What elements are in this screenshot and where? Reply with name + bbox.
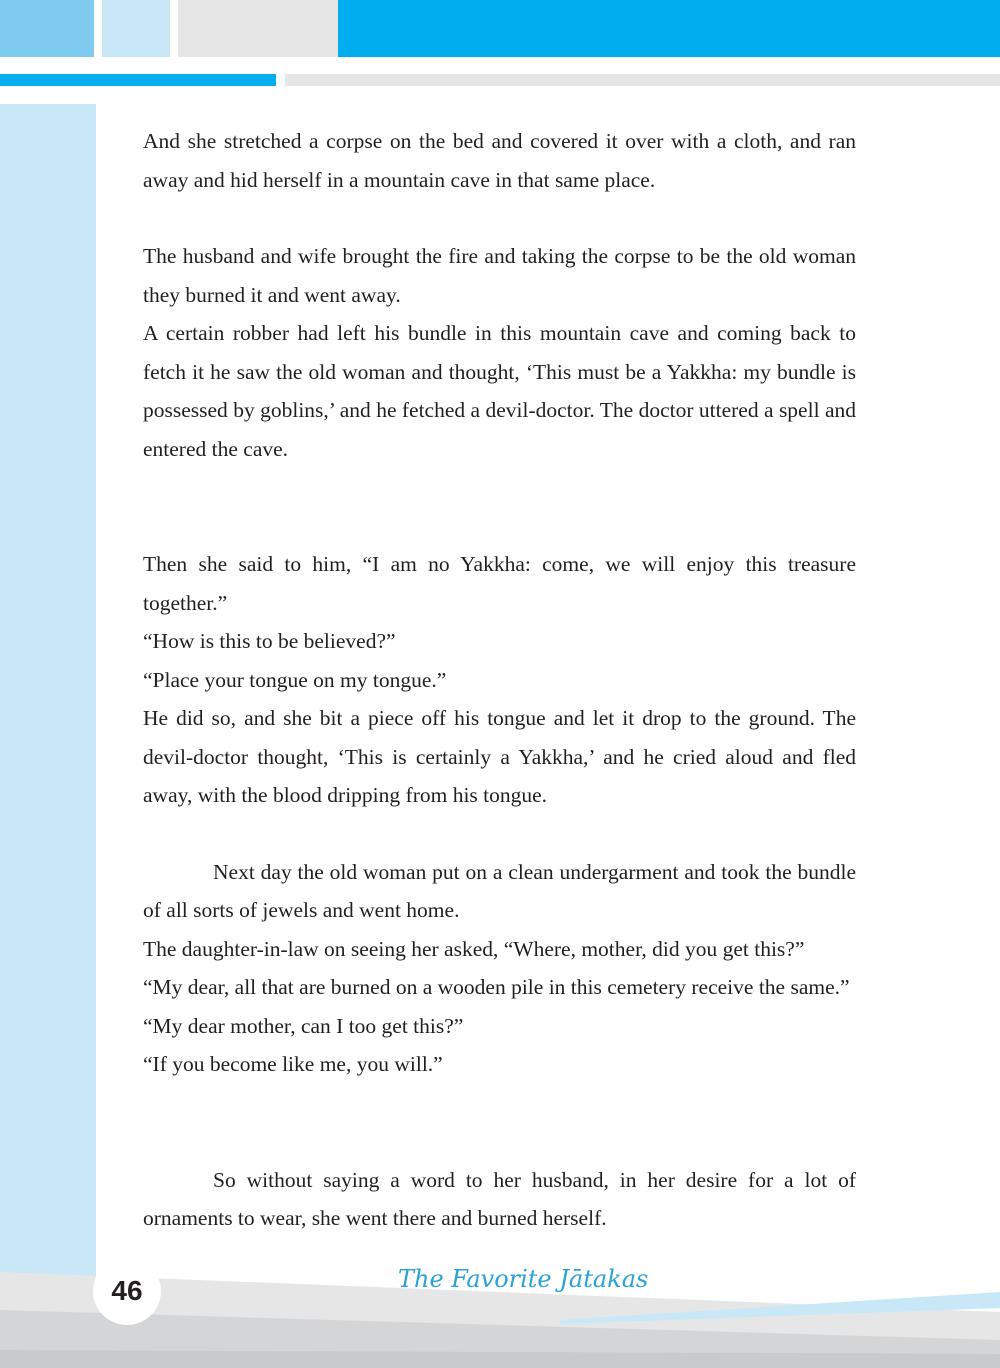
header-block-mid-blue	[0, 0, 94, 57]
paragraph: So without saying a word to her husband, in her desire for a lot of ornaments to wear, she went there and burned herself.	[143, 1167, 856, 1230]
left-sidebar-band	[0, 104, 96, 1368]
paragraph: A certain robber had left his bundle in this mountain cave and coming back to fetch it he saw the old woman and thought, ‘This must be a Yakkha: my bundle is possessed by goblins,’ and he fetched a devil-doctor. The doctor uttered a spell and entered the cave.	[143, 321, 856, 461]
paragraph: And she stretched a corpse on the bed and covered it over with a cloth, and ran away and hid herself in a mountain cave in that same place.	[143, 129, 856, 192]
paragraph: Next day the old woman put on a clean undergarment and took the bundle of all sorts of jewels and went home.	[143, 859, 856, 922]
paragraph: “If you become like me, you will.”	[143, 1052, 443, 1076]
header-rule-blue	[0, 74, 276, 86]
header-block-grey	[178, 0, 338, 57]
page-body	[143, 122, 856, 1238]
book-title: The Favorite Jātakas	[398, 1265, 649, 1293]
paragraph: “My dear, all that are burned on a wooden pile in this cemetery receive the same.”	[143, 975, 850, 999]
header-block-light-blue	[102, 0, 170, 57]
paragraph: “Place your tongue on my tongue.”	[143, 667, 447, 692]
paragraph: The daughter-in-law on seeing her asked, “Where, mother, did you get this?”	[143, 936, 805, 961]
paragraph: “My dear mother, can I too get this?”	[143, 1013, 464, 1038]
header-rule-grey	[285, 74, 1000, 86]
paragraph: The husband and wife brought the fire and taking the corpse to be the old woman they burned it and went away.	[143, 244, 856, 307]
paragraph: He did so, and she bit a piece off his tongue and let it drop to the ground. The devil-doctor thought, ‘This is certainly a Yakkha,’ and he cried aloud and fled away, with the blood dripping from his tongue.	[143, 706, 856, 807]
page-number: 46	[93, 1257, 161, 1325]
paragraph: “How is this to be believed?”	[143, 629, 396, 653]
header-block-blue	[338, 0, 1000, 57]
paragraph: Then she said to him, “I am no Yakkha: come, we will enjoy this treasure together.”	[143, 552, 856, 615]
